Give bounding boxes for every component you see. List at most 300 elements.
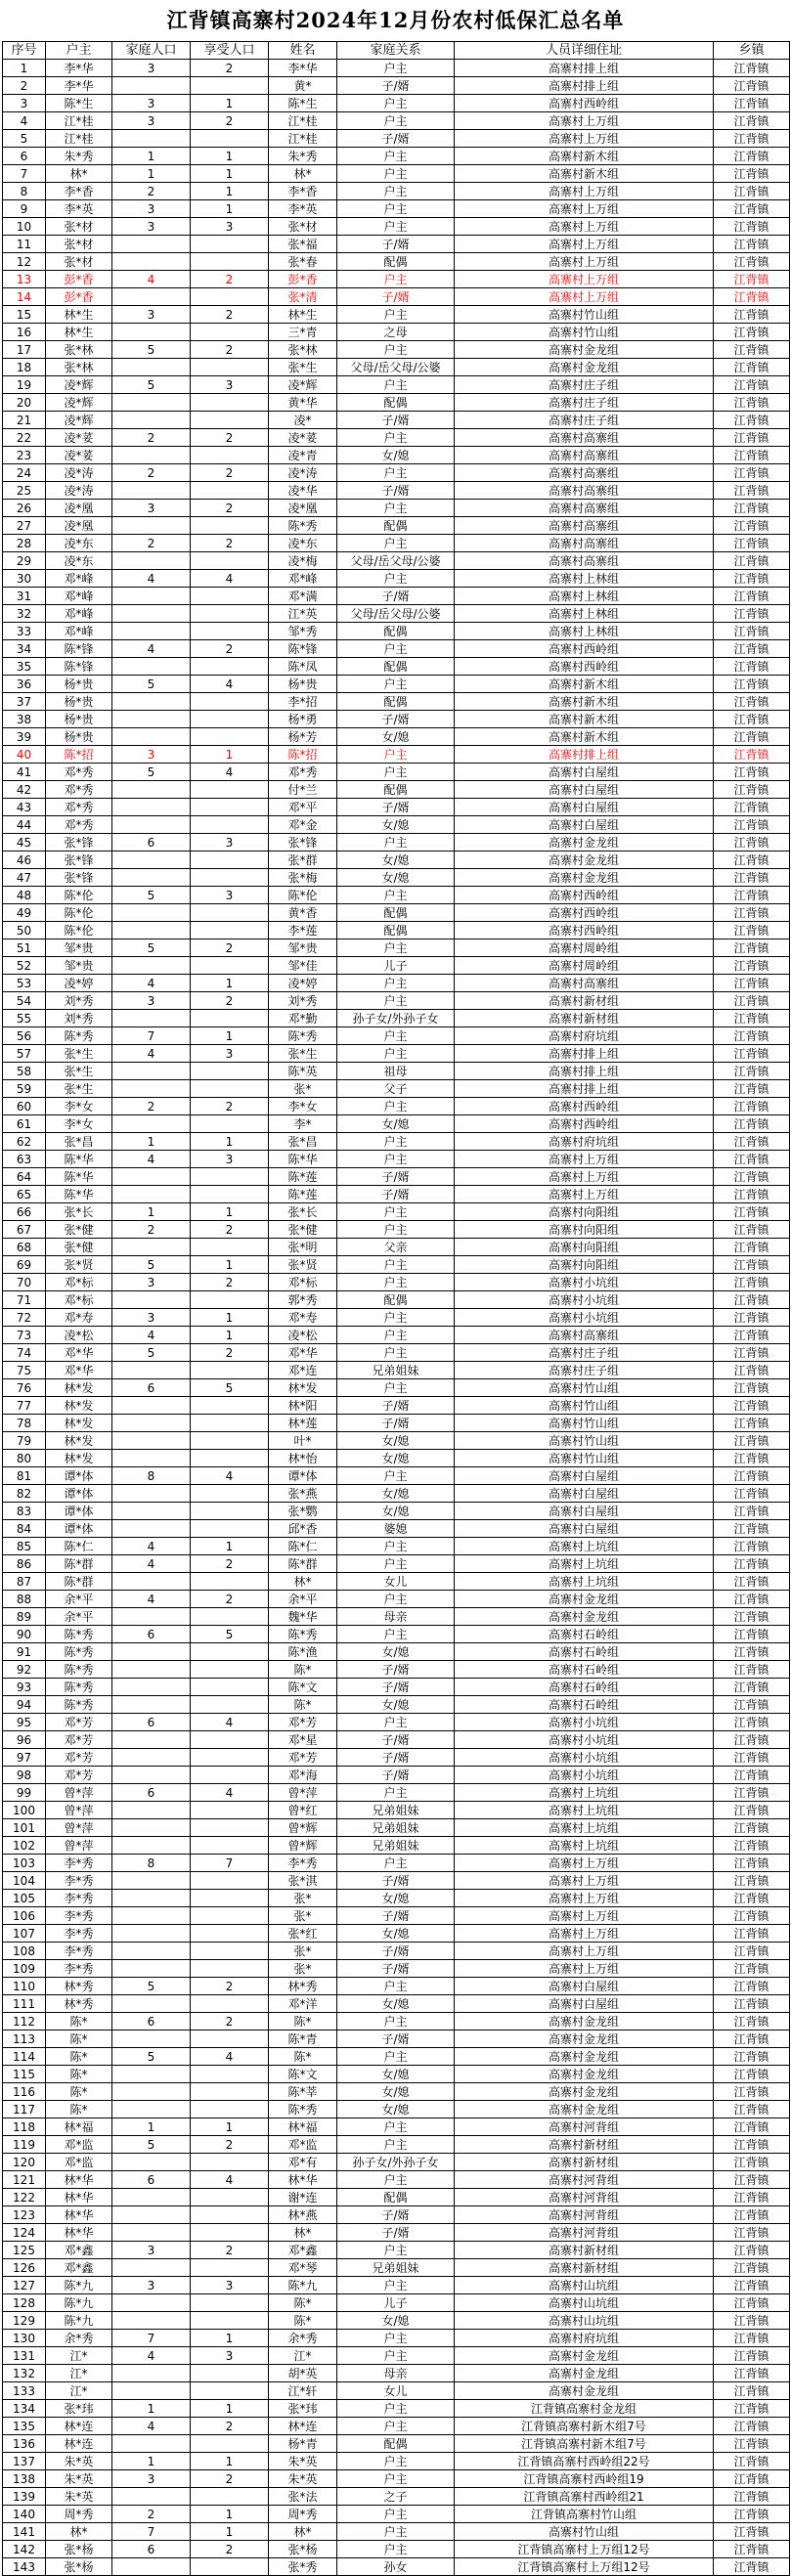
cell-index: 20 <box>3 394 46 412</box>
cell-township: 江背镇 <box>714 2506 790 2523</box>
cell-household-head: 林*发 <box>46 1379 112 1397</box>
cell-relation: 女/媳 <box>337 1925 455 1943</box>
cell-township: 江背镇 <box>714 2048 790 2066</box>
cell-relation: 户主 <box>337 60 455 77</box>
cell-name: 林* <box>269 1573 337 1591</box>
cell-relation: 户主 <box>337 887 455 904</box>
cell-benefit-count <box>191 2435 269 2453</box>
cell-family-size: 3 <box>112 2242 191 2259</box>
cell-household-head: 凌*荽 <box>46 447 112 464</box>
cell-name: 刘*秀 <box>269 992 337 1010</box>
cell-household-head: 张*生 <box>46 1080 112 1098</box>
cell-benefit-count: 2 <box>191 1274 269 1291</box>
cell-township: 江背镇 <box>714 218 790 236</box>
cell-household-head: 彭*香 <box>46 271 112 288</box>
cell-index: 50 <box>3 922 46 939</box>
cell-relation: 女/媳 <box>337 1115 455 1133</box>
cell-township: 江背镇 <box>714 2558 790 2576</box>
cell-index: 15 <box>3 306 46 324</box>
cell-township: 江背镇 <box>714 2118 790 2136</box>
cell-family-size <box>112 2189 191 2206</box>
cell-index: 24 <box>3 464 46 482</box>
cell-family-size <box>112 1925 191 1943</box>
cell-township: 江背镇 <box>714 1591 790 1608</box>
cell-household-head: 张*杨 <box>46 2558 112 2576</box>
table-row <box>3 77 790 95</box>
cell-address: 高寨村上万组 <box>455 1943 714 1960</box>
cell-family-size: 5 <box>112 887 191 904</box>
cell-address: 高寨村金龙组 <box>455 2083 714 2101</box>
cell-household-head: 陈*伦 <box>46 922 112 939</box>
cell-name: 张*春 <box>269 253 337 271</box>
cell-township: 江背镇 <box>714 2066 790 2083</box>
cell-family-size: 3 <box>112 2277 191 2294</box>
cell-household-head: 凌*凰 <box>46 500 112 517</box>
cell-relation: 户主 <box>337 500 455 517</box>
cell-benefit-count: 2 <box>191 1555 269 1573</box>
cell-name: 张*长 <box>269 1203 337 1221</box>
table-row <box>3 1995 790 2013</box>
cell-relation: 之子 <box>337 2488 455 2506</box>
cell-name: 张*法 <box>269 2488 337 2506</box>
cell-household-head: 余*秀 <box>46 2330 112 2347</box>
cell-benefit-count: 1 <box>191 1309 269 1327</box>
cell-household-head: 林*华 <box>46 2206 112 2224</box>
table-row <box>3 904 790 922</box>
table-row <box>3 306 790 324</box>
cell-relation: 子/婿 <box>337 1186 455 1203</box>
cell-name: 林*秀 <box>269 1978 337 1995</box>
cell-address: 江背镇高寨村西岭组19 <box>455 2470 714 2488</box>
cell-relation: 母亲 <box>337 1608 455 1626</box>
cell-index: 64 <box>3 1168 46 1186</box>
cell-benefit-count: 4 <box>191 2171 269 2189</box>
cell-relation: 父亲 <box>337 1239 455 1256</box>
cell-address: 高寨村白屋组 <box>455 1503 714 1520</box>
cell-benefit-count <box>191 1943 269 1960</box>
cell-benefit-count <box>191 288 269 306</box>
cell-household-head: 凌*婷 <box>46 975 112 992</box>
cell-relation: 女/媳 <box>337 2083 455 2101</box>
cell-household-head: 李*秀 <box>46 1925 112 1943</box>
cell-address: 高寨村新木组 <box>455 711 714 728</box>
cell-benefit-count <box>191 1362 269 1379</box>
cell-household-head: 余*平 <box>46 1591 112 1608</box>
header-name: 姓名 <box>269 42 337 60</box>
cell-relation: 女/媳 <box>337 851 455 869</box>
cell-name: 陈* <box>269 2312 337 2330</box>
cell-address: 高寨村排上组 <box>455 60 714 77</box>
cell-family-size: 4 <box>112 271 191 288</box>
cell-township: 江背镇 <box>714 1696 790 1714</box>
cell-index: 48 <box>3 887 46 904</box>
cell-township: 江背镇 <box>714 1731 790 1749</box>
cell-household-head: 邓*监 <box>46 2136 112 2154</box>
cell-address: 高寨村西岭组 <box>455 922 714 939</box>
cell-family-size <box>112 1080 191 1098</box>
cell-township: 江背镇 <box>714 2013 790 2030</box>
cell-township: 江背镇 <box>714 148 790 165</box>
cell-household-head: 凌*涛 <box>46 482 112 500</box>
table-row <box>3 2523 790 2541</box>
table-row <box>3 2541 790 2558</box>
cell-family-size <box>112 2154 191 2171</box>
cell-name: 谭*体 <box>269 1467 337 1485</box>
cell-family-size: 7 <box>112 2523 191 2541</box>
cell-index: 73 <box>3 1327 46 1344</box>
cell-address: 高寨村新材组 <box>455 992 714 1010</box>
cell-benefit-count: 3 <box>191 887 269 904</box>
table-row <box>3 1503 790 1520</box>
cell-index: 12 <box>3 253 46 271</box>
cell-relation: 户主 <box>337 1309 455 1327</box>
cell-index: 94 <box>3 1696 46 1714</box>
cell-relation: 户主 <box>337 2330 455 2347</box>
cell-benefit-count: 2 <box>191 992 269 1010</box>
table-row <box>3 359 790 376</box>
cell-address: 高寨村竹山组 <box>455 1415 714 1432</box>
cell-family-size <box>112 2259 191 2277</box>
cell-relation: 女儿 <box>337 1573 455 1591</box>
cell-household-head: 李*秀 <box>46 1890 112 1907</box>
cell-relation: 子/婿 <box>337 130 455 148</box>
cell-family-size <box>112 2382 191 2400</box>
table-row <box>3 376 790 394</box>
cell-family-size <box>112 1819 191 1837</box>
cell-address: 高寨村上万组 <box>455 1855 714 1872</box>
cell-benefit-count <box>191 658 269 676</box>
cell-household-head: 刘*秀 <box>46 992 112 1010</box>
cell-benefit-count <box>191 359 269 376</box>
cell-index: 1 <box>3 60 46 77</box>
cell-household-head: 江* <box>46 2382 112 2400</box>
cell-benefit-count: 2 <box>191 2418 269 2435</box>
cell-name: 曾*辉 <box>269 1837 337 1855</box>
cell-name: 邓*星 <box>269 1731 337 1749</box>
cell-relation: 女/媳 <box>337 1503 455 1520</box>
cell-township: 江背镇 <box>714 764 790 781</box>
table-row <box>3 764 790 781</box>
cell-benefit-count: 4 <box>191 676 269 693</box>
cell-household-head: 江*桂 <box>46 130 112 148</box>
cell-address: 高寨村上林组 <box>455 588 714 605</box>
cell-household-head: 张*锋 <box>46 851 112 869</box>
cell-name: 李*女 <box>269 1098 337 1115</box>
cell-township: 江背镇 <box>714 1080 790 1098</box>
table-row <box>3 1520 790 1538</box>
table-row <box>3 200 790 218</box>
table-row <box>3 1591 790 1608</box>
cell-index: 68 <box>3 1239 46 1256</box>
cell-benefit-count <box>191 447 269 464</box>
cell-township: 江背镇 <box>714 1661 790 1679</box>
cell-name: 邓*寿 <box>269 1309 337 1327</box>
cell-benefit-count <box>191 552 269 570</box>
cell-township: 江背镇 <box>714 2083 790 2101</box>
cell-household-head: 凌*松 <box>46 1327 112 1344</box>
cell-township: 江背镇 <box>714 1397 790 1415</box>
table-row <box>3 1274 790 1291</box>
cell-address: 高寨村小坑组 <box>455 1309 714 1327</box>
cell-index: 111 <box>3 1995 46 2013</box>
cell-index: 52 <box>3 957 46 975</box>
cell-address: 高寨村向阳组 <box>455 1256 714 1274</box>
cell-address: 高寨村上万组 <box>455 183 714 200</box>
cell-family-size: 8 <box>112 1855 191 1872</box>
cell-township: 江背镇 <box>714 500 790 517</box>
cell-name: 陈*秀 <box>269 1626 337 1643</box>
table-row <box>3 2242 790 2259</box>
cell-address: 高寨村排上组 <box>455 1045 714 1063</box>
cell-address: 高寨村上万组 <box>455 1907 714 1925</box>
cell-relation: 户主 <box>337 1133 455 1151</box>
cell-family-size: 2 <box>112 429 191 447</box>
cell-relation: 女/媳 <box>337 2312 455 2330</box>
cell-family-size: 3 <box>112 500 191 517</box>
cell-family-size <box>112 781 191 799</box>
cell-household-head: 谭*体 <box>46 1467 112 1485</box>
cell-index: 101 <box>3 1819 46 1837</box>
cell-family-size: 3 <box>112 1309 191 1327</box>
cell-family-size <box>112 623 191 640</box>
table-row <box>3 2347 790 2365</box>
cell-relation: 户主 <box>337 1379 455 1397</box>
cell-benefit-count <box>191 253 269 271</box>
cell-township: 江背镇 <box>714 975 790 992</box>
cell-address: 高寨村排上组 <box>455 746 714 764</box>
cell-benefit-count <box>191 1432 269 1450</box>
cell-name: 林*华 <box>269 2171 337 2189</box>
cell-benefit-count <box>191 1239 269 1256</box>
cell-index: 16 <box>3 324 46 341</box>
cell-family-size: 2 <box>112 535 191 552</box>
cell-relation: 子/婿 <box>337 77 455 95</box>
cell-index: 44 <box>3 816 46 834</box>
cell-household-head: 李*香 <box>46 183 112 200</box>
cell-address: 高寨村新木组 <box>455 165 714 183</box>
table-row <box>3 165 790 183</box>
cell-address: 高寨村上坑组 <box>455 1538 714 1555</box>
cell-address: 高寨村高寨组 <box>455 517 714 535</box>
cell-household-head: 李*女 <box>46 1115 112 1133</box>
cell-benefit-count <box>191 2312 269 2330</box>
cell-address: 高寨村上万组 <box>455 1925 714 1943</box>
table-row <box>3 394 790 412</box>
cell-index: 112 <box>3 2013 46 2030</box>
cell-family-size: 6 <box>112 2171 191 2189</box>
cell-relation: 儿子 <box>337 2294 455 2312</box>
cell-township: 江背镇 <box>714 1186 790 1203</box>
cell-township: 江背镇 <box>714 2242 790 2259</box>
table-row <box>3 1573 790 1591</box>
cell-index: 113 <box>3 2030 46 2048</box>
cell-index: 22 <box>3 429 46 447</box>
cell-household-head: 曾*萍 <box>46 1837 112 1855</box>
cell-benefit-count: 2 <box>191 271 269 288</box>
cell-relation: 户主 <box>337 1591 455 1608</box>
cell-family-size <box>112 1749 191 1767</box>
cell-township: 江背镇 <box>714 183 790 200</box>
cell-household-head: 邓*监 <box>46 2154 112 2171</box>
cell-relation: 户主 <box>337 165 455 183</box>
cell-township: 江背镇 <box>714 464 790 482</box>
cell-address: 高寨村西岭组 <box>455 640 714 658</box>
cell-index: 115 <box>3 2066 46 2083</box>
cell-township: 江背镇 <box>714 535 790 552</box>
cell-relation: 户主 <box>337 218 455 236</box>
cell-index: 96 <box>3 1731 46 1749</box>
cell-index: 84 <box>3 1520 46 1538</box>
cell-index: 43 <box>3 799 46 816</box>
table-row <box>3 2488 790 2506</box>
cell-relation: 子/婿 <box>337 1661 455 1679</box>
cell-address: 高寨村河背组 <box>455 2224 714 2242</box>
table-row <box>3 711 790 728</box>
cell-benefit-count: 1 <box>191 2118 269 2136</box>
cell-index: 61 <box>3 1115 46 1133</box>
cell-index: 7 <box>3 165 46 183</box>
cell-name: 杨*青 <box>269 2435 337 2453</box>
cell-benefit-count: 1 <box>191 2400 269 2418</box>
cell-township: 江背镇 <box>714 1344 790 1362</box>
cell-benefit-count: 2 <box>191 306 269 324</box>
cell-township: 江背镇 <box>714 1239 790 1256</box>
cell-name: 张*贤 <box>269 1256 337 1274</box>
cell-household-head: 张*材 <box>46 253 112 271</box>
cell-relation: 女/媳 <box>337 1450 455 1467</box>
cell-benefit-count: 1 <box>191 183 269 200</box>
table-row <box>3 1907 790 1925</box>
cell-family-size <box>112 394 191 412</box>
cell-index: 62 <box>3 1133 46 1151</box>
cell-household-head: 曾*萍 <box>46 1802 112 1819</box>
cell-address: 高寨村高寨组 <box>455 975 714 992</box>
header-township: 乡镇 <box>714 42 790 60</box>
cell-index: 88 <box>3 1591 46 1608</box>
cell-family-size <box>112 1679 191 1696</box>
cell-household-head: 邓*峰 <box>46 570 112 588</box>
cell-address: 高寨村西岭组 <box>455 904 714 922</box>
cell-township: 江背镇 <box>714 77 790 95</box>
cell-index: 85 <box>3 1538 46 1555</box>
cell-address: 高寨村上万组 <box>455 112 714 130</box>
cell-name: 付*兰 <box>269 781 337 799</box>
cell-index: 91 <box>3 1643 46 1661</box>
cell-household-head: 朱*英 <box>46 2470 112 2488</box>
cell-relation: 配偶 <box>337 781 455 799</box>
table-row <box>3 2470 790 2488</box>
table-row <box>3 1890 790 1907</box>
cell-household-head: 张*锋 <box>46 834 112 851</box>
cell-address: 高寨村白屋组 <box>455 1467 714 1485</box>
cell-relation: 户主 <box>337 2541 455 2558</box>
cell-index: 26 <box>3 500 46 517</box>
cell-relation: 户主 <box>337 112 455 130</box>
table-row <box>3 799 790 816</box>
table-row <box>3 1203 790 1221</box>
cell-family-size: 6 <box>112 834 191 851</box>
cell-relation: 户主 <box>337 148 455 165</box>
cell-name: 陈*九 <box>269 2277 337 2294</box>
cell-name: 陈*群 <box>269 1555 337 1573</box>
table-row <box>3 1186 790 1203</box>
cell-township: 江背镇 <box>714 1978 790 1995</box>
cell-household-head: 陈*生 <box>46 95 112 112</box>
cell-family-size: 1 <box>112 2400 191 2418</box>
cell-index: 129 <box>3 2312 46 2330</box>
cell-index: 114 <box>3 2048 46 2066</box>
cell-address: 高寨村上万组 <box>455 1151 714 1168</box>
table-row <box>3 1749 790 1767</box>
cell-index: 10 <box>3 218 46 236</box>
cell-household-head: 林*连 <box>46 2435 112 2453</box>
cell-family-size: 3 <box>112 200 191 218</box>
cell-benefit-count <box>191 1415 269 1432</box>
cell-family-size <box>112 1010 191 1027</box>
cell-benefit-count: 1 <box>191 975 269 992</box>
cell-address: 高寨村排上组 <box>455 1063 714 1080</box>
cell-relation: 户主 <box>337 2453 455 2470</box>
cell-address: 高寨村上坑组 <box>455 1819 714 1837</box>
cell-township: 江背镇 <box>714 112 790 130</box>
cell-household-head: 凌*东 <box>46 552 112 570</box>
cell-township: 江背镇 <box>714 341 790 359</box>
cell-family-size <box>112 2294 191 2312</box>
cell-index: 4 <box>3 112 46 130</box>
cell-relation: 女/媳 <box>337 2066 455 2083</box>
table-row <box>3 130 790 148</box>
cell-township: 江背镇 <box>714 1432 790 1450</box>
cell-address: 高寨村金龙组 <box>455 2347 714 2365</box>
cell-benefit-count <box>191 2101 269 2118</box>
cell-benefit-count <box>191 1485 269 1503</box>
cell-name: 邓*海 <box>269 1767 337 1784</box>
cell-household-head: 李*秀 <box>46 1907 112 1925</box>
cell-index: 107 <box>3 1925 46 1943</box>
cell-household-head: 陈* <box>46 2083 112 2101</box>
cell-name: 朱*秀 <box>269 148 337 165</box>
cell-address: 高寨村小坑组 <box>455 1291 714 1309</box>
cell-relation: 户主 <box>337 676 455 693</box>
table-row <box>3 2048 790 2066</box>
cell-name: 凌* <box>269 412 337 429</box>
cell-name: 张*杨 <box>269 2541 337 2558</box>
table-row <box>3 2277 790 2294</box>
cell-family-size <box>112 1503 191 1520</box>
cell-name: 凌*荽 <box>269 429 337 447</box>
cell-household-head: 陈*秀 <box>46 1027 112 1045</box>
cell-household-head: 张*生 <box>46 1063 112 1080</box>
cell-family-size <box>112 359 191 376</box>
cell-index: 116 <box>3 2083 46 2101</box>
cell-relation: 父子 <box>337 1080 455 1098</box>
cell-benefit-count <box>191 2294 269 2312</box>
cell-index: 126 <box>3 2259 46 2277</box>
cell-household-head: 李*秀 <box>46 1872 112 1890</box>
cell-benefit-count: 1 <box>191 165 269 183</box>
cell-family-size <box>112 693 191 711</box>
cell-index: 41 <box>3 764 46 781</box>
cell-township: 江背镇 <box>714 957 790 975</box>
cell-name: 张* <box>269 1907 337 1925</box>
cell-household-head: 邓*标 <box>46 1274 112 1291</box>
cell-address: 高寨村高寨组 <box>455 429 714 447</box>
cell-address: 高寨村竹山组 <box>455 1432 714 1450</box>
cell-name: 邹*佳 <box>269 957 337 975</box>
cell-benefit-count <box>191 605 269 623</box>
cell-family-size <box>112 605 191 623</box>
cell-family-size <box>112 1608 191 1626</box>
